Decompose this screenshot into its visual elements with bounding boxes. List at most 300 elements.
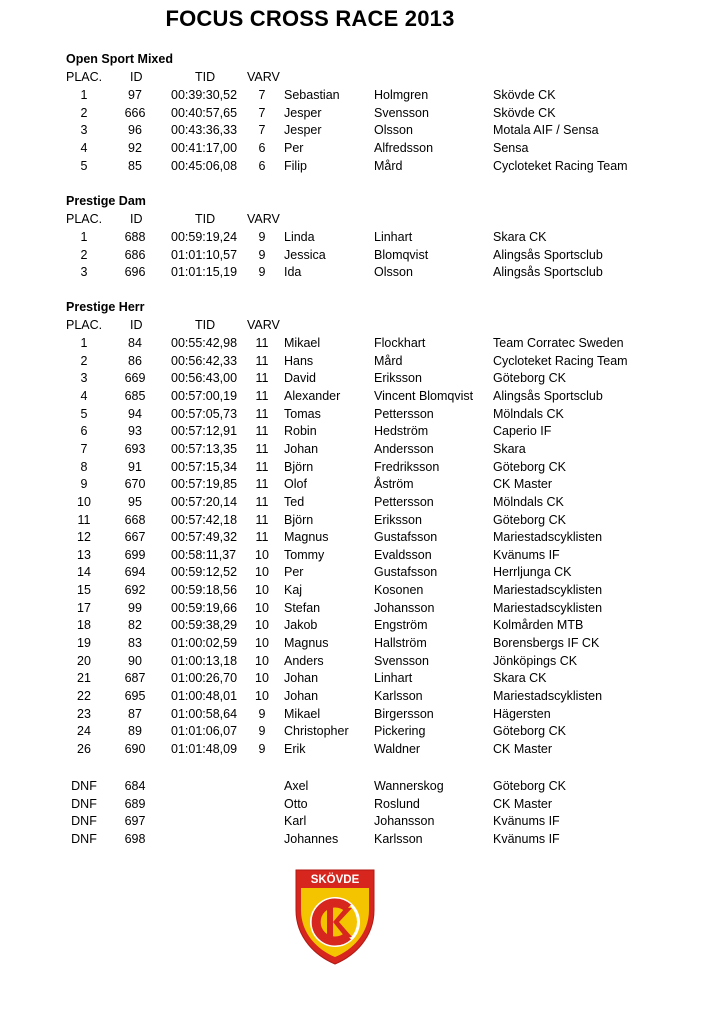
cell-last: Svensson (374, 105, 429, 120)
table-row (0, 264, 725, 282)
cell-varv: 11 (255, 336, 269, 350)
cell-last: Linhart (374, 230, 413, 244)
table-row (0, 229, 725, 247)
cell-id: 86 (128, 353, 142, 368)
cell-plac: DNF (71, 831, 97, 846)
cell-club: Motala AIF / Sensa (493, 123, 599, 138)
cell-plac: 20 (77, 653, 91, 668)
cell-club: CK Master (493, 796, 553, 811)
cell-last: Eriksson (374, 371, 422, 386)
header-id: ID (130, 70, 143, 84)
cell-last: Birgersson (374, 706, 434, 721)
cell-tid: 01:00:13,18 (171, 653, 238, 668)
section-title: Prestige Dam (66, 194, 146, 208)
table-row (0, 706, 725, 724)
cell-plac: 4 (80, 388, 88, 403)
cell-tid: 00:57:13,35 (171, 441, 238, 456)
cell-last: Mård (374, 353, 403, 368)
cell-id: 83 (128, 636, 142, 651)
cell-club: Sensa (493, 140, 529, 155)
cell-plac: 8 (80, 459, 88, 474)
dnf-row (0, 831, 725, 849)
cell-id: 91 (128, 459, 142, 474)
cell-first: Jesper (284, 105, 322, 120)
cell-first: Björn (284, 512, 314, 527)
cell-tid: 00:45:06,08 (171, 158, 238, 173)
cell-id: 697 (124, 814, 146, 829)
cell-club: Cycloteket Racing Team (493, 158, 628, 173)
cell-first: Jesper (284, 123, 322, 138)
cell-tid: 00:59:19,66 (171, 600, 238, 615)
cell-last: Hedström (374, 424, 429, 439)
cell-first: Kaj (284, 583, 303, 598)
cell-plac: DNF (71, 814, 97, 829)
cell-tid: 00:59:38,29 (171, 618, 238, 633)
cell-club: Kvänums IF (493, 831, 560, 846)
cell-club: Mölndals CK (493, 494, 564, 509)
cell-varv: 11 (255, 530, 269, 545)
cell-id: 666 (124, 105, 146, 120)
cell-last: Andersson (374, 441, 434, 456)
cell-plac: 21 (77, 671, 91, 686)
cell-plac: 5 (80, 158, 88, 173)
cell-plac: 7 (80, 441, 88, 456)
cell-varv: 11 (255, 477, 269, 492)
cell-id: 684 (124, 779, 146, 793)
cell-tid: 00:57:20,14 (171, 494, 238, 509)
cell-tid: 00:57:05,73 (171, 406, 238, 421)
header-plac: PLAC. (66, 212, 103, 226)
cell-plac: 9 (80, 477, 88, 492)
table-header (0, 69, 725, 87)
cell-first: Ted (284, 494, 305, 509)
cell-varv: 9 (258, 247, 266, 262)
cell-varv: 11 (255, 512, 269, 527)
cell-first: Ida (284, 265, 302, 280)
cell-varv: 10 (255, 689, 269, 703)
cell-tid: 01:00:58,64 (171, 706, 238, 721)
cell-last: Engström (374, 618, 428, 633)
cell-varv: 7 (258, 123, 266, 138)
cell-varv: 9 (258, 724, 266, 739)
cell-plac: 3 (80, 123, 88, 138)
cell-id: 94 (128, 406, 142, 421)
header-varv: VARV (247, 70, 280, 84)
cell-id: 692 (124, 583, 146, 598)
cell-club: Göteborg CK (493, 724, 566, 739)
cell-tid: 00:57:15,34 (171, 459, 238, 474)
cell-first: Stefan (284, 600, 321, 615)
cell-last: Evaldsson (374, 547, 432, 562)
cell-varv: 10 (255, 600, 269, 615)
cell-first: Per (284, 140, 304, 155)
table-row (0, 635, 725, 653)
cell-tid: 00:57:42,18 (171, 512, 238, 527)
cell-first: Jakob (284, 618, 318, 633)
cell-varv: 10 (255, 565, 269, 580)
table-row (0, 459, 725, 477)
cell-plac: 1 (80, 230, 88, 244)
table-row (0, 353, 725, 371)
cell-plac: 3 (80, 265, 88, 280)
cell-plac: 6 (80, 424, 88, 439)
cell-last: Olsson (374, 123, 413, 138)
dnf-row (0, 813, 725, 831)
cell-plac: 11 (77, 512, 91, 527)
cell-id: 668 (124, 512, 146, 527)
cell-club: Cycloteket Racing Team (493, 353, 628, 368)
cell-tid: 00:58:11,37 (171, 547, 237, 562)
cell-club: Alingsås Sportsclub (493, 388, 603, 403)
cell-first: Mikael (284, 706, 321, 721)
cell-id: 690 (124, 741, 146, 756)
cell-plac: 22 (77, 689, 91, 703)
cell-plac: 19 (77, 636, 91, 651)
cell-tid: 01:00:02,59 (171, 636, 238, 651)
table-row (0, 423, 725, 441)
table-row (0, 688, 725, 706)
cell-id: 696 (124, 265, 146, 280)
cell-club: Mariestadscyklisten (493, 583, 603, 598)
cell-club: Alingsås Sportsclub (493, 265, 603, 280)
cell-club: CK Master (493, 477, 553, 492)
table-row (0, 370, 725, 388)
table-row (0, 122, 725, 140)
cell-first: Karl (284, 814, 307, 829)
cell-tid: 00:39:30,52 (171, 88, 238, 102)
cell-id: 667 (124, 530, 146, 545)
cell-id: 90 (128, 653, 142, 668)
cell-club: Göteborg CK (493, 371, 566, 386)
cell-id: 96 (128, 123, 142, 138)
cell-tid: 00:55:42,98 (171, 336, 238, 350)
header-plac: PLAC. (66, 70, 103, 84)
cell-plac: 1 (80, 88, 88, 102)
cell-plac: DNF (71, 779, 97, 793)
cell-tid: 00:59:18,56 (171, 583, 238, 598)
cell-first: Hans (284, 353, 314, 368)
cell-plac: 14 (77, 565, 91, 580)
cell-tid: 01:00:48,01 (171, 689, 238, 703)
cell-first: Filip (284, 158, 307, 173)
table-row (0, 158, 725, 176)
header-tid: TID (195, 212, 216, 226)
cell-last: Hallström (374, 636, 427, 651)
table-row (0, 529, 725, 547)
cell-club: Jönköpings CK (493, 653, 578, 668)
cell-first: Johannes (284, 831, 339, 846)
cell-id: 699 (124, 547, 146, 562)
cell-club: CK Master (493, 741, 553, 756)
cell-varv: 10 (255, 547, 269, 562)
cell-tid: 00:59:12,52 (171, 565, 238, 580)
cell-last: Eriksson (374, 512, 422, 527)
cell-last: Gustafsson (374, 565, 438, 580)
cell-last: Flockhart (374, 336, 426, 350)
cell-last: Mård (374, 158, 403, 173)
cell-varv: 6 (258, 158, 266, 173)
cell-plac: 5 (80, 406, 88, 421)
cell-plac: 24 (77, 724, 91, 739)
cell-last: Kosonen (374, 583, 424, 598)
cell-id: 95 (128, 494, 142, 509)
cell-first: Robin (284, 424, 317, 439)
cell-last: Vincent Blomqvist (374, 388, 474, 403)
cell-first: Erik (284, 741, 306, 756)
cell-varv: 6 (258, 140, 266, 155)
header-id: ID (130, 318, 143, 332)
dnf-row (0, 778, 725, 796)
cell-last: Pettersson (374, 406, 434, 421)
cell-club: Herrljunga CK (493, 565, 572, 580)
cell-plac: 26 (77, 741, 91, 756)
cell-tid: 00:56:43,00 (171, 371, 238, 386)
skovde-ck-logo (290, 864, 380, 966)
cell-tid: 00:57:12,91 (171, 424, 238, 439)
cell-first: Otto (284, 796, 308, 811)
cell-tid: 01:01:10,57 (171, 247, 238, 262)
cell-last: Blomqvist (374, 247, 429, 262)
cell-id: 670 (124, 477, 146, 492)
table-row (0, 512, 725, 530)
table-row (0, 653, 725, 671)
cell-last: Holmgren (374, 88, 429, 102)
cell-varv: 11 (255, 441, 269, 456)
cell-club: Kvänums IF (493, 547, 560, 562)
cell-plac: 12 (77, 530, 91, 545)
cell-first: Tommy (284, 547, 325, 562)
cell-first: Christopher (284, 724, 349, 739)
cell-varv: 10 (255, 583, 269, 598)
table-row (0, 247, 725, 265)
header-varv: VARV (247, 318, 280, 332)
cell-last: Waldner (374, 741, 421, 756)
cell-id: 687 (124, 671, 146, 686)
table-row (0, 617, 725, 635)
cell-id: 82 (128, 618, 142, 633)
cell-last: Gustafsson (374, 530, 438, 545)
cell-club: Mölndals CK (493, 406, 564, 421)
cell-tid: 00:40:57,65 (171, 105, 238, 120)
cell-last: Svensson (374, 653, 429, 668)
cell-club: Skövde CK (493, 105, 556, 120)
cell-id: 93 (128, 424, 142, 439)
header-id: ID (130, 212, 143, 226)
cell-id: 698 (124, 831, 146, 846)
cell-id: 84 (128, 336, 142, 350)
cell-id: 688 (124, 230, 146, 244)
cell-first: Per (284, 565, 304, 580)
cell-club: Göteborg CK (493, 512, 566, 527)
cell-varv: 11 (255, 353, 269, 368)
cell-id: 97 (128, 88, 142, 102)
header-varv: VARV (247, 212, 280, 226)
cell-club: Caperio IF (493, 424, 552, 439)
cell-last: Fredriksson (374, 459, 440, 474)
table-row (0, 388, 725, 406)
cell-club: Mariestadscyklisten (493, 530, 603, 545)
cell-varv: 7 (258, 105, 266, 120)
cell-varv: 10 (255, 636, 269, 651)
table-row (0, 476, 725, 494)
cell-varv: 11 (255, 424, 269, 439)
cell-plac: 13 (77, 547, 91, 562)
cell-club: Mariestadscyklisten (493, 600, 603, 615)
table-row (0, 140, 725, 158)
cell-plac: 2 (80, 247, 88, 262)
cell-varv: 9 (258, 265, 266, 280)
cell-last: Olsson (374, 265, 413, 280)
table-row (0, 406, 725, 424)
logo-text: SKÖVDE (310, 874, 360, 886)
cell-plac: 18 (77, 618, 91, 633)
cell-varv: 11 (255, 406, 269, 421)
cell-first: Magnus (284, 636, 329, 651)
cell-first: Olof (284, 477, 307, 492)
cell-tid: 00:56:42,33 (171, 353, 238, 368)
cell-club: Skara CK (493, 671, 547, 686)
cell-last: Linhart (374, 671, 413, 686)
cell-varv: 11 (255, 459, 269, 474)
section-title: Open Sport Mixed (66, 52, 173, 66)
cell-id: 89 (128, 724, 142, 739)
table-header (0, 317, 725, 335)
table-row (0, 564, 725, 582)
cell-tid: 00:59:19,24 (171, 230, 238, 244)
cell-plac: 15 (77, 583, 91, 598)
cell-id: 87 (128, 706, 142, 721)
cell-plac: 3 (80, 371, 88, 386)
cell-last: Johansson (374, 600, 435, 615)
cell-first: Anders (284, 653, 324, 668)
cell-id: 689 (124, 796, 146, 811)
cell-club: Göteborg CK (493, 459, 566, 474)
page-title: FOCUS CROSS RACE 2013 (165, 6, 455, 31)
table-row (0, 494, 725, 512)
cell-first: Johan (284, 441, 319, 456)
cell-varv: 9 (258, 230, 266, 244)
cell-id: 694 (124, 565, 146, 580)
cell-club: Alingsås Sportsclub (493, 247, 603, 262)
cell-club: Kvänums IF (493, 814, 560, 829)
cell-club: Mariestadscyklisten (493, 689, 603, 703)
cell-varv: 11 (255, 494, 269, 509)
table-row (0, 547, 725, 565)
table-row (0, 723, 725, 741)
cell-club: Team Corratec Sweden (493, 336, 624, 350)
cell-varv: 10 (255, 653, 269, 668)
cell-varv: 7 (258, 88, 266, 102)
cell-varv: 9 (258, 741, 266, 756)
cell-club: Borensbergs IF CK (493, 636, 600, 651)
cell-last: Wannerskog (374, 779, 444, 793)
cell-last: Roslund (374, 796, 420, 811)
cell-first: Johan (284, 671, 319, 686)
cell-first: Björn (284, 459, 314, 474)
cell-club: Kolmården MTB (493, 618, 584, 633)
cell-tid: 01:01:15,19 (171, 265, 238, 280)
cell-tid: 00:57:49,32 (171, 530, 238, 545)
cell-last: Pickering (374, 724, 426, 739)
cell-first: Magnus (284, 530, 329, 545)
cell-first: Axel (284, 779, 309, 793)
cell-tid: 00:41:17,00 (171, 140, 238, 155)
cell-plac: 2 (80, 105, 88, 120)
cell-id: 693 (124, 441, 146, 456)
cell-last: Alfredsson (374, 140, 434, 155)
cell-plac: 17 (77, 600, 91, 615)
cell-last: Johansson (374, 814, 435, 829)
cell-tid: 01:01:48,09 (171, 741, 238, 756)
cell-id: 669 (124, 371, 146, 386)
table-row (0, 441, 725, 459)
cell-club: Hägersten (493, 706, 551, 721)
cell-plac: 23 (77, 706, 91, 721)
cell-plac: DNF (71, 796, 97, 811)
header-tid: TID (195, 318, 216, 332)
header-tid: TID (195, 70, 216, 84)
cell-first: Alexander (284, 388, 341, 403)
cell-tid: 00:43:36,33 (171, 123, 238, 138)
cell-club: Skara CK (493, 230, 547, 244)
table-row (0, 582, 725, 600)
cell-first: Linda (284, 230, 315, 244)
cell-first: David (284, 371, 316, 386)
cell-tid: 01:01:06,07 (171, 724, 238, 739)
cell-tid: 00:57:19,85 (171, 477, 238, 492)
cell-varv: 11 (255, 388, 269, 403)
cell-id: 695 (124, 689, 146, 703)
cell-club: Göteborg CK (493, 779, 566, 793)
dnf-row (0, 796, 725, 814)
table-row (0, 600, 725, 618)
cell-last: Pettersson (374, 494, 434, 509)
cell-club: Skövde CK (493, 88, 556, 102)
table-row (0, 335, 725, 353)
cell-plac: 2 (80, 353, 88, 368)
section-title: Prestige Herr (66, 300, 145, 314)
cell-id: 685 (124, 388, 146, 403)
cell-varv: 11 (255, 371, 269, 386)
cell-club: Skara (493, 441, 526, 456)
cell-first: Tomas (284, 406, 321, 421)
cell-tid: 00:57:00,19 (171, 388, 238, 403)
cell-plac: 10 (77, 494, 91, 509)
table-row (0, 670, 725, 688)
cell-first: Mikael (284, 336, 321, 350)
cell-first: Johan (284, 689, 319, 703)
table-row (0, 105, 725, 123)
cell-tid: 01:00:26,70 (171, 671, 238, 686)
table-row (0, 87, 725, 105)
cell-last: Karlsson (374, 831, 423, 846)
cell-plac: 1 (80, 336, 88, 350)
cell-last: Karlsson (374, 689, 423, 703)
cell-id: 99 (128, 600, 142, 615)
cell-id: 686 (124, 247, 146, 262)
cell-last: Åström (374, 477, 414, 492)
cell-varv: 9 (258, 706, 266, 721)
table-header (0, 211, 725, 229)
cell-id: 85 (128, 158, 142, 173)
cell-id: 92 (128, 140, 142, 155)
header-plac: PLAC. (66, 318, 103, 332)
cell-varv: 10 (255, 671, 269, 686)
cell-first: Jessica (284, 247, 326, 262)
cell-plac: 4 (80, 140, 88, 155)
cell-varv: 10 (255, 618, 269, 633)
table-row (0, 741, 725, 759)
